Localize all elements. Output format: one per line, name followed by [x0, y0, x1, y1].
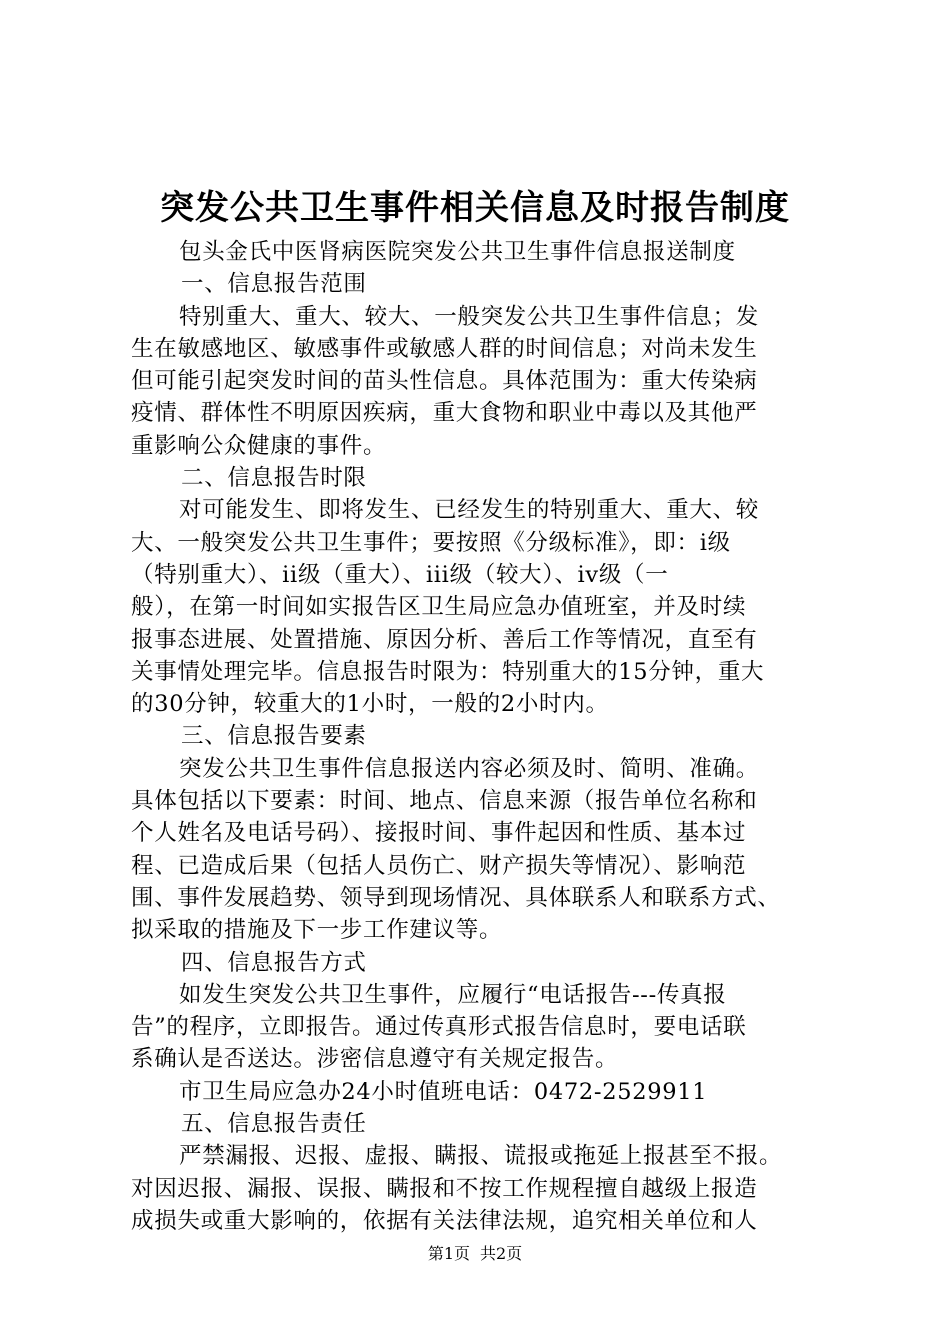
- paragraph-line: 如发生突发公共卫生事件，应履行“电话报告---传真报: [179, 981, 727, 1008]
- paragraph-line: 成损失或重大影响的，依据有关法律法规，追究相关单位和人: [131, 1207, 758, 1234]
- document-body: [131, 236, 833, 1237]
- subtitle-line: 包头金氏中医肾病医院突发公共卫生事件信息报送制度: [179, 239, 736, 265]
- page-total: 共2页: [480, 1244, 523, 1263]
- paragraph-line: 突发公共卫生事件信息报送内容必须及时、简明、准确。: [179, 755, 760, 782]
- paragraph-line: 般），在第一时间如实报告区卫生局应急办值班室，并及时续: [131, 594, 747, 621]
- paragraph-line: 对因迟报、漏报、误报、瞒报和不按工作规程擅自越级上报造: [131, 1175, 758, 1202]
- section-heading-responsibility: 五、信息报告责任: [181, 1111, 367, 1138]
- paragraph-line: 的30分钟，较重大的1小时，一般的2小时内。: [131, 691, 609, 718]
- paragraph-line: 特别重大、重大、较大、一般突发公共卫生事件信息；发: [179, 303, 760, 330]
- section-heading-time-limit: 二、信息报告时限: [181, 465, 367, 492]
- paragraph-line: 报事态进展、处置措施、原因分析、善后工作等情况，直至有: [131, 626, 758, 653]
- paragraph-line: （特别重大）、ii级（重大）、iii级（较大）、iv级（一: [131, 561, 669, 588]
- paragraph-line: 具体包括以下要素：时间、地点、信息来源（报告单位名称和: [131, 788, 758, 815]
- paragraph-line: 告”的程序，立即报告。通过传真形式报告信息时，要电话联: [131, 1014, 747, 1041]
- paragraph-line: 疫情、群体性不明原因疾病，重大食物和职业中毒以及其他严: [131, 400, 758, 427]
- page-number: 第1页: [427, 1244, 470, 1263]
- section-heading-scope: 一、信息报告范围: [181, 271, 367, 298]
- document-title: 突发公共卫生事件相关信息及时报告制度: [160, 188, 790, 228]
- hotline-line: 市卫生局应急办24小时值班电话：0472-2529911: [179, 1078, 708, 1105]
- paragraph-line: 大、一般突发公共卫生事件；要按照《分级标准》，即：i级: [131, 529, 731, 556]
- paragraph-line: 系确认是否送达。涉密信息遵守有关规定报告。: [131, 1046, 619, 1073]
- section-heading-elements: 三、信息报告要素: [181, 723, 367, 750]
- paragraph-line: 个人姓名及电话号码）、接报时间、事件起因和性质、基本过: [131, 820, 747, 847]
- section-heading-method: 四、信息报告方式: [181, 949, 367, 976]
- paragraph-line: 围、事件发展趋势、领导到现场情况、具体联系人和联系方式、: [131, 884, 781, 911]
- paragraph-line: 拟采取的措施及下一步工作建议等。: [131, 917, 503, 944]
- paragraph-line: 生在敏感地区、敏感事件或敏感人群的时间信息；对尚未发生: [131, 335, 758, 362]
- paragraph-line: 重影响公众健康的事件。: [131, 432, 387, 459]
- paragraph-line: 对可能发生、即将发生、已经发生的特别重大、重大、较: [179, 497, 760, 524]
- paragraph-line: 关事情处理完毕。信息报告时限为：特别重大的15分钟，重大: [131, 658, 765, 685]
- paragraph-line: 严禁漏报、迟报、虚报、瞒报、谎报或拖延上报甚至不报。: [179, 1143, 783, 1170]
- page-footer: [0, 1243, 950, 1265]
- paragraph-line: 程、已造成后果（包括人员伤亡、财产损失等情况）、影响范: [131, 852, 747, 879]
- paragraph-line: 但可能引起突发时间的苗头性信息。具体范围为：重大传染病: [131, 368, 758, 395]
